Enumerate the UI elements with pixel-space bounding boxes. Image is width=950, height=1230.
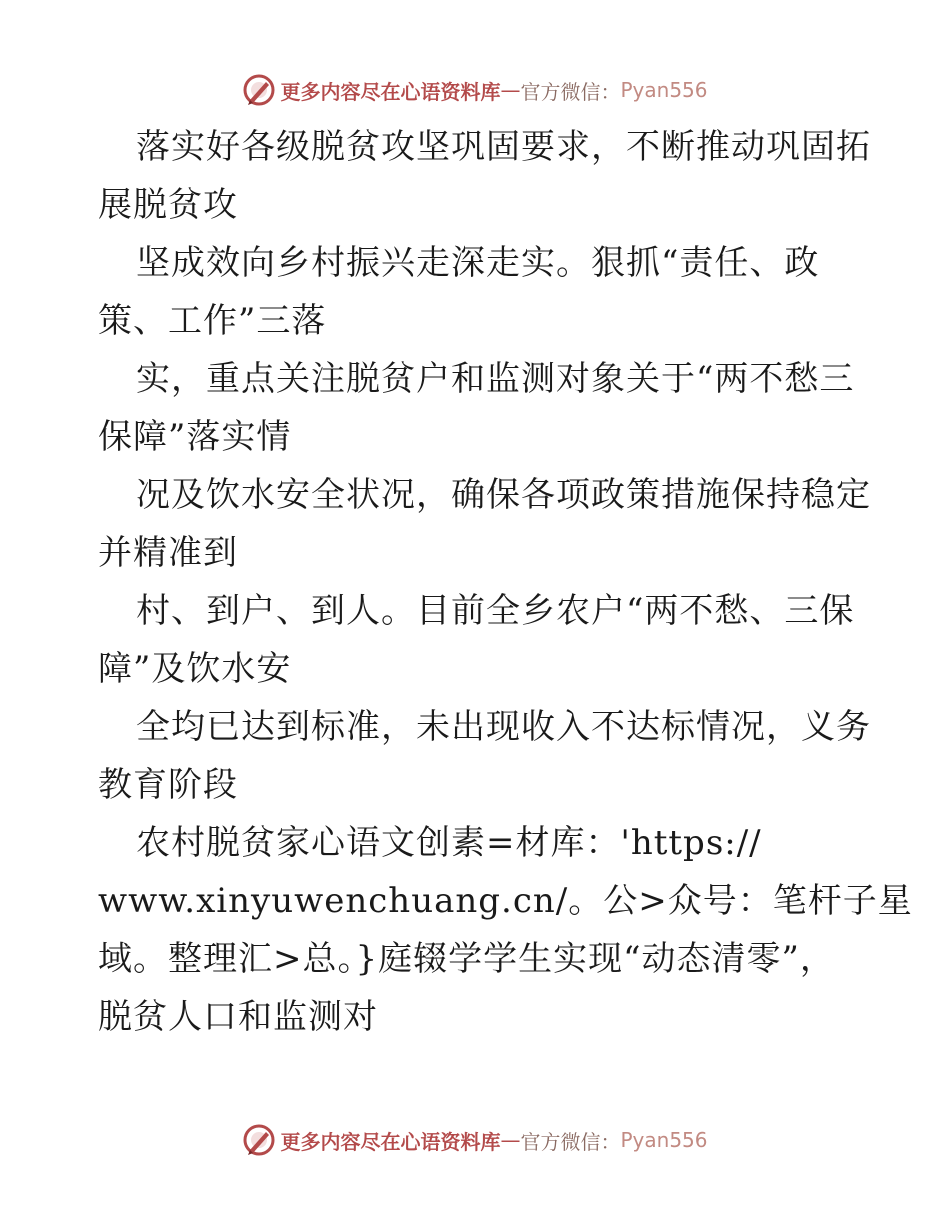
- body-line: 保障”落实情: [98, 417, 292, 457]
- body-line: 策、工作”三落: [98, 301, 327, 341]
- banner-main-text: 更多内容尽在心语资料库: [280, 1129, 501, 1154]
- banner-label: 官方微信：: [520, 79, 621, 104]
- footer-banner: [0, 1120, 950, 1160]
- banner-label: 官方微信：: [520, 1129, 621, 1154]
- body-line: 域。整理汇>总。}庭辍学学生实现“动态清零”，: [98, 939, 835, 979]
- banner-wechat-id: Pyan556: [620, 78, 708, 102]
- body-line: 全均已达到标准，未出现收入不达标情况，义务: [136, 707, 871, 747]
- banner-main-text: 更多内容尽在心语资料库: [280, 79, 501, 104]
- body-line: 障”及饮水安: [98, 649, 292, 689]
- pen-logo-icon: [242, 73, 276, 107]
- body-line: 农村脱贫家心语文创素=材库：'https://: [136, 823, 762, 863]
- body-line: 展脱贫攻: [98, 185, 238, 225]
- body-line: 实，重点关注脱贫户和监测对象关于“两不愁三: [136, 359, 855, 399]
- body-line: 况及饮水安全状况，确保各项政策措施保持稳定: [136, 475, 871, 515]
- header-banner: [0, 70, 950, 110]
- banner-separator: —: [500, 1128, 521, 1152]
- body-line: 并精准到: [98, 533, 238, 573]
- body-line: 教育阶段: [98, 765, 238, 805]
- body-line: www.xinyuwenchuang.cn/。公>众号：笔杆子星: [98, 881, 913, 921]
- body-line: 坚成效向乡村振兴走深走实。狠抓“责任、政: [136, 243, 820, 283]
- document-body: [98, 118, 913, 1046]
- banner-wechat-id: Pyan556: [620, 1128, 708, 1152]
- body-line: 脱贫人口和监测对: [98, 997, 378, 1037]
- body-line: 落实好各级脱贫攻坚巩固要求，不断推动巩固拓: [136, 127, 871, 167]
- body-line: 村、到户、到人。目前全乡农户“两不愁、三保: [136, 591, 855, 631]
- banner-separator: —: [500, 78, 521, 102]
- pen-logo-icon: [242, 1123, 276, 1157]
